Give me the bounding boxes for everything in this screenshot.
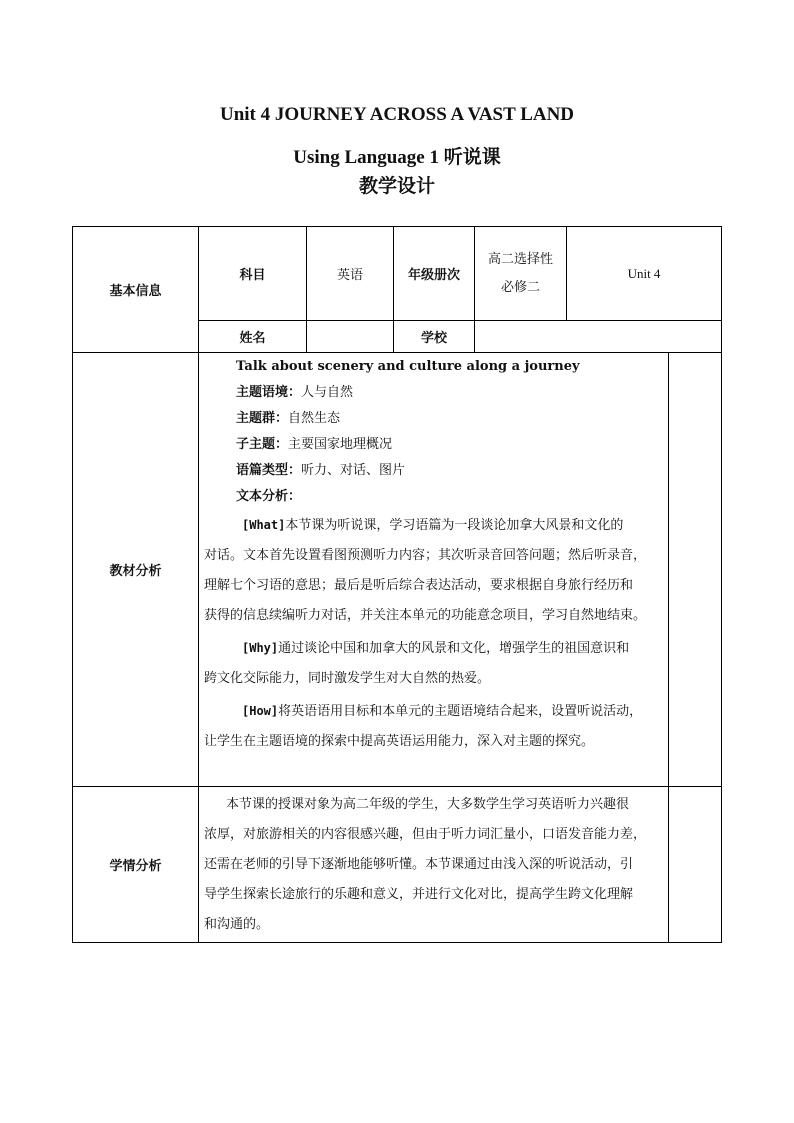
school-label: 学校 — [420, 331, 447, 346]
subject-value: 英语 — [336, 268, 363, 283]
group-line: 主题群：自然生态 — [236, 411, 341, 426]
why-tag: [Why] — [242, 641, 279, 655]
grade-label: 年级册次 — [407, 268, 460, 283]
document-subtitle-2: 教学设计 — [358, 176, 435, 197]
how-line2: 让学生在主题语境的探索中提高英语运用能力，深入对主题的探究。 — [204, 734, 595, 749]
what-line4: 获得的信息续编听力对话，并关注本单元的功能意念项目，学习自然地结束。 — [204, 608, 647, 623]
name-label: 姓名 — [239, 331, 266, 346]
subject-label: 科目 — [239, 268, 266, 283]
grade-value-line1: 高二选择性 — [487, 251, 553, 267]
basic-info-label: 基本信息 — [109, 284, 162, 299]
student-line2: 浓厚，对旅游相关的内容很感兴趣，但由于听力词汇量小，口语发音能力差， — [204, 827, 647, 842]
analysis-heading — [204, 354, 666, 380]
grade-value-line2: 必修二 — [500, 279, 540, 295]
what-line2: 对话。文本首先设置看图预测听力内容；其次听录音回答问题；然后听录音， — [204, 548, 647, 563]
unit-value: Unit 4 — [627, 265, 661, 281]
type-line: 语篇类型：听力、对话、图片 — [236, 463, 406, 478]
why-line2: 跨文化交际能力，同时激发学生对大自然的热爱。 — [204, 671, 491, 686]
how-tag: [How] — [242, 704, 279, 718]
student-line4: 导学生探索长途旅行的乐趣和意义，并进行文化对比，提高学生跨文化理解 — [204, 887, 634, 902]
subtheme-line: 子主题：主要国家地理概况 — [236, 437, 393, 452]
heading-text: Talk about scenery and culture along a journey — [236, 359, 580, 374]
student-line5: 和沟通的。 — [204, 917, 270, 932]
what-line1: [What]本节课为听说课，学习语篇为一段谈论加拿大风景和文化的 — [242, 518, 624, 533]
student-line3: 还需在老师的引导下逐渐地能够听懂。本节课通过由浅入深的听说活动，引 — [204, 857, 634, 872]
school-value — [475, 321, 721, 352]
document-subtitle: Using Language 1 听说课 — [293, 147, 501, 168]
student-analysis-label: 学情分析 — [109, 859, 162, 874]
document-title: Unit 4 JOURNEY ACROSS A VAST LAND — [219, 104, 575, 125]
grade-value — [475, 227, 566, 320]
what-line3: 理解七个习语的意思；最后是听后综合表达活动，要求根据自身旅行经历和 — [204, 578, 634, 593]
name-value — [307, 321, 393, 352]
context-line: 主题语境：人与自然 — [236, 385, 354, 400]
textbook-analysis-content — [204, 354, 666, 755]
why-line1: [Why]通过谈论中国和加拿大的风景和文化，增强学生的祖国意识和 — [242, 641, 630, 656]
how-line1: [How]将英语语用目标和本单元的主题语境结合起来，设置听说活动， — [242, 704, 643, 719]
textbook-analysis-label: 教材分析 — [109, 564, 162, 579]
student-analysis-content — [204, 790, 666, 940]
what-tag: [What] — [242, 518, 286, 532]
student-line1: 本节课的授课对象为高二年级的学生，大多数学生学习英语听力兴趣很 — [226, 797, 630, 812]
text-analysis-label: 文本分析： — [236, 489, 302, 504]
